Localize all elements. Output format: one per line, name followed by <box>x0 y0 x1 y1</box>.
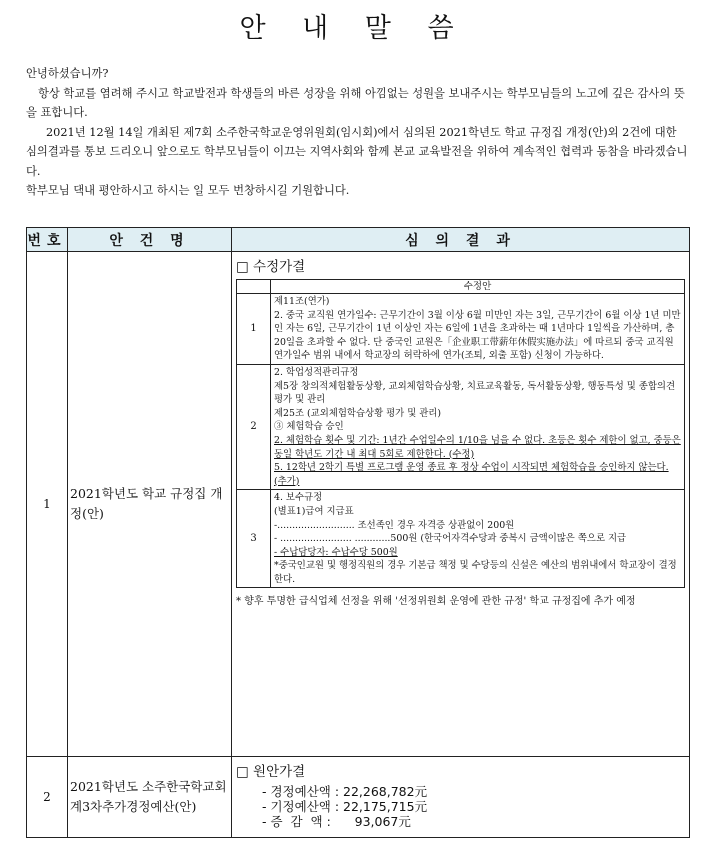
amendment-number: 2 <box>237 364 271 489</box>
row-number: 2 <box>27 757 68 838</box>
amendment-text: 2. 학업성적관리규정 제5장 창의적체험활동상황, 교외체험학습상황, 치료교육활동, 독서활동상황, 행동특성 및 종합의견 평가 및 관리 제25조 (교외체험학습상황 평가 및 관리) ③ 체험학습 승인 2. 체험학습 횟수 및 기간: 1년간 수업일수의 1/10을 넘을 수 없다. 초등은 횟수 제한이 없고, 중등은 동일 학년도 기간 내 최대 5회로 제한한다. (수정) 5. 12학년 2학기 특별 프로그램 운영 종료 후 정상 수업이 시작되면 체험학습을 승인하지 않는다. (추가) <box>271 364 685 489</box>
agenda-name: 2021학년도 소주한국학교회계3차추가경정예산(안) <box>68 757 232 838</box>
header-name: 안 건 명 <box>68 228 232 252</box>
budget-summary <box>236 784 685 829</box>
result-cell <box>232 252 690 757</box>
intro-paragraph-3: 학부모님 댁내 평안하시고 하시는 일 모두 번창하시길 기원합니다. <box>26 184 350 197</box>
amendment-row <box>237 490 685 588</box>
amendment-text: 제11조(연가) 2. 중국 교직원 연가일수: 근무기간이 3월 이상 6월 미만인 자는 3일, 근무기간이 6월 이상 1년 미만인 자는 6일, 근무기간이 1년 이상인 자는 6일에 1년을 초과하는 때 1년마다 1일씩을 가산하며, 총 20일을 초과할 수 없다. 단 중국인 교원은「企业职工带薪年休假实施办法」에 따르되 중국 교직원 연가일수 범위 내에서 학교장의 허락하에 연가(조퇴, 외출 포함) 신청이 가능하다. <box>271 294 685 365</box>
intro-paragraph-1: 항상 학교를 염려해 주시고 학교발전과 학생들의 바른 성장을 위해 아낌없는 성원을 보내주시는 학부모님들의 노고에 깊은 감사의 뜻을 표합니다. <box>26 86 685 119</box>
result-cell <box>232 757 690 838</box>
row-number: 1 <box>27 252 68 757</box>
intro-text <box>26 64 688 201</box>
amendment-number: 3 <box>237 490 271 588</box>
amendment-number: 1 <box>237 294 271 365</box>
amendment-table <box>236 279 685 588</box>
result-status: □ 원안가결 <box>236 764 306 780</box>
amendment-header: 수정안 <box>271 280 685 294</box>
result-status: □ 수정가결 <box>236 259 306 275</box>
intro-paragraph-2: 2021년 12월 14일 개최된 제7회 소주한국학교운영위원회(임시회)에서 심의된 2021학년도 학교 규정집 개정(안)외 2건에 대한 심의결과를 통보 드리오니 앞으로도 학부모님들이 이끄는 지역사회와 함께 본교 교육발전을 위하여 계속적인 협력과 동참을 바라겠습니다. <box>26 125 688 178</box>
footnote: * 향후 투명한 급식업체 선정을 위해 '선정위원회 운영에 관한 규정' 학교 규정집에 추가 예정 <box>236 596 636 608</box>
greeting: 안녕하셨습니까? <box>26 67 109 80</box>
amendment-row <box>237 364 685 489</box>
amendment-text: 4. 보수규정 (별표1)급여 지급표 -.......................... 조선족인 경우 자격증 상관없이 200원 - ........................ ............500원 (한국어자격수당과 중복시 금액이많은 쪽으로 지급 - 수납담당자: 수납수당 500원 *중국인교원 및 행정직원의 경우 기본급 책정 및 수당등의 신설은 예산의 범위내에서 학교장이 결정한다. <box>271 490 685 588</box>
amendment-row <box>237 294 685 365</box>
budget-change: - 증 감 액 : 93,067元 <box>262 814 411 829</box>
header-num: 번호 <box>27 228 68 252</box>
budget-existing: - 기정예산액 : 22,175,715元 <box>262 799 428 814</box>
budget-revised: - 경정예산액 : 22,268,782元 <box>262 784 428 799</box>
page-title: 안 내 말 씀 <box>239 13 468 44</box>
table-row <box>27 252 690 757</box>
table-row <box>27 757 690 838</box>
agenda-name: 2021학년도 학교 규정집 개정(안) <box>68 252 232 757</box>
header-result: 심 의 결 과 <box>232 228 690 252</box>
results-table <box>26 227 690 838</box>
